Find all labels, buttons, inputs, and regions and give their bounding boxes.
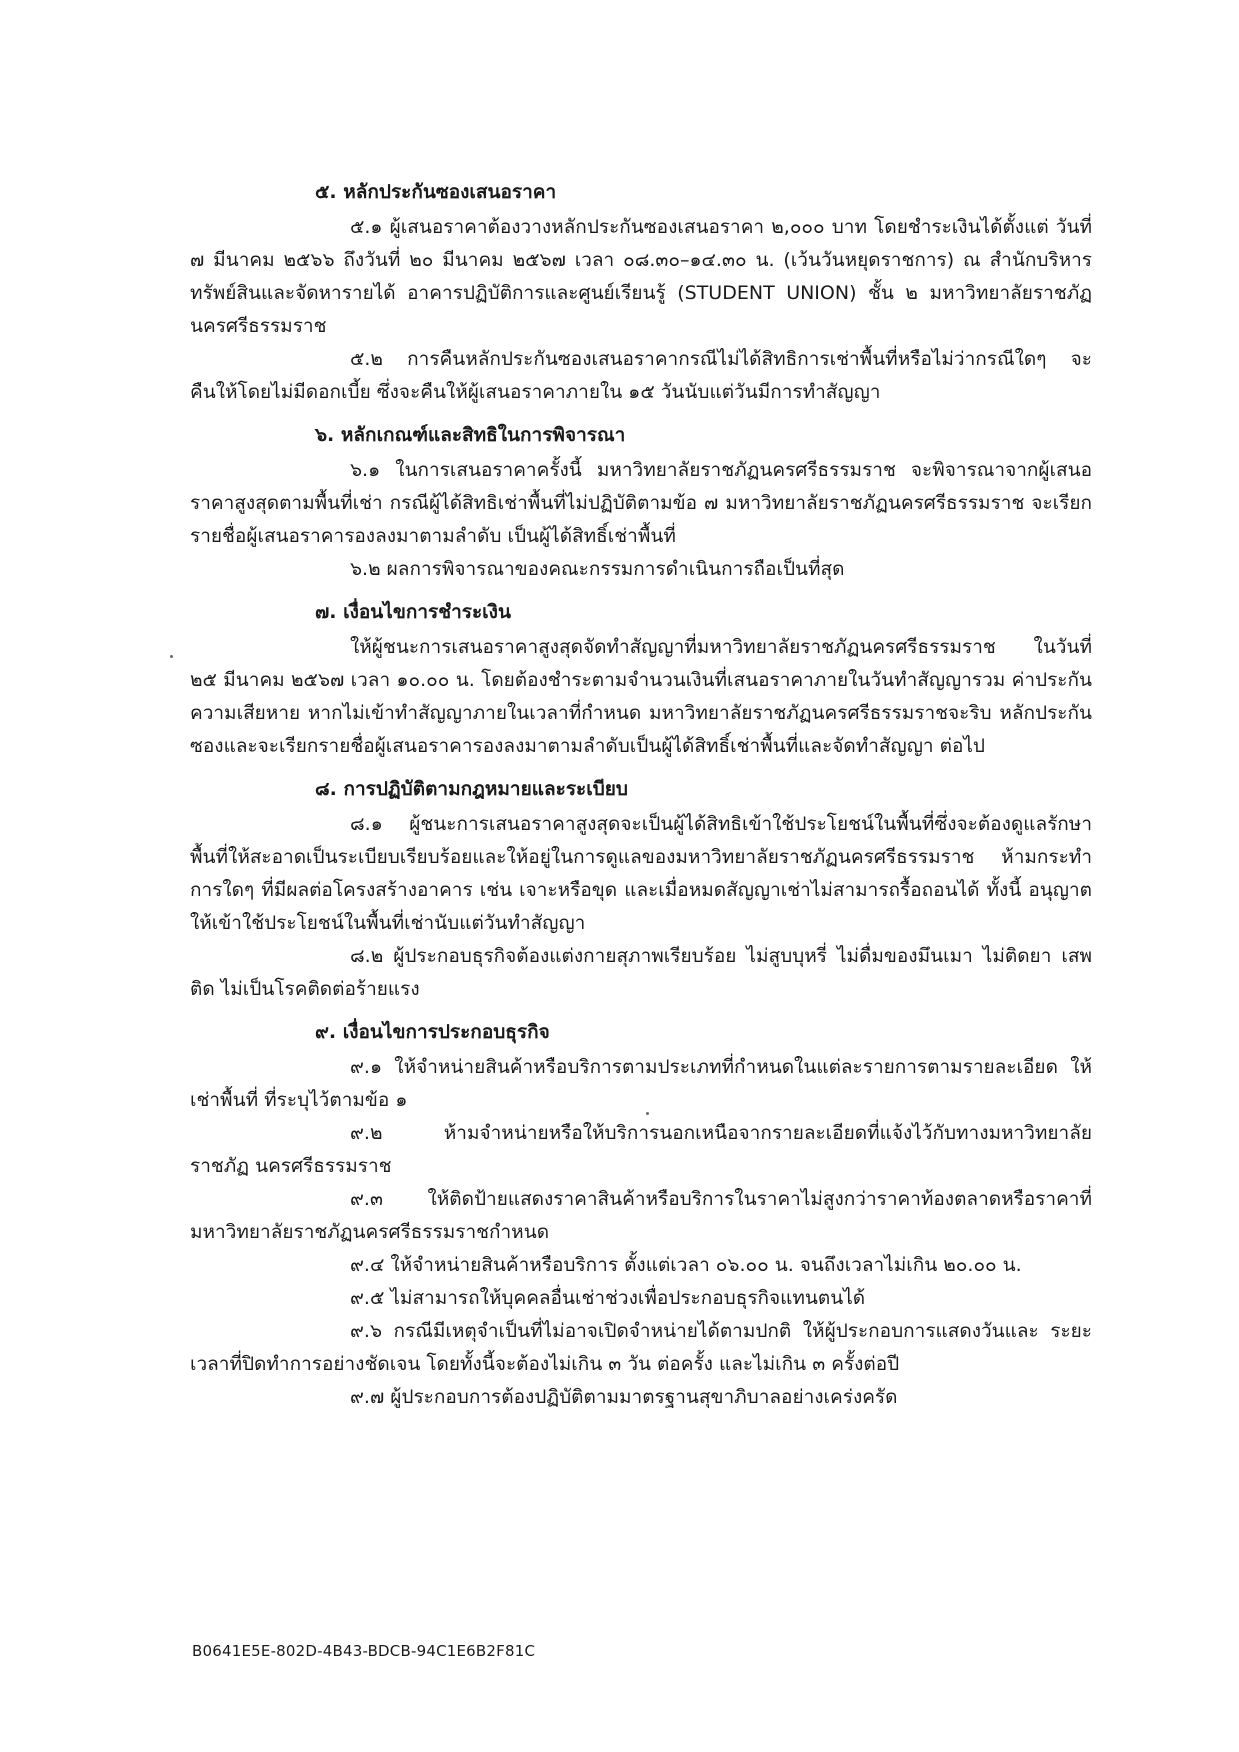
section-7-paragraph: ให้ผู้ชนะการเสนอราคาสูงสุดจัดทำสัญญาที่มหาวิทยาลัยราชภัฏนครศรีธรรมราช ในวันที่ ๒๕ มีนาคม ๒๕๖๗ เวลา ๑๐.๐๐ น. โดยต้องชำระตามจำนวนเงินที่เสนอราคาภายในวันทำสัญญารวม ค่าประกันความเสียหาย หากไม่เข้าทำสัญญาภายในเวลาที่กำหนด มหาวิทยาลัยราชภัฏนครศรีธรรมราชจะริบ หลักประกันซองและจะเรียกรายชื่อผู้เสนอราคารองลงมาตามลำดับเป็นผู้ได้สิทธิ์เช่าพื้นที่และจัดทำสัญญา ต่อไป: [190, 636, 1092, 757]
section-6-1-paragraph: ๖.๑ ในการเสนอราคาครั้งนี้ มหาวิทยาลัยราชภัฏนครศรีธรรมราช จะพิจารณาจากผู้เสนอ ราคาสูงสุดตามพื้นที่เช่า กรณีผู้ได้สิทธิเช่าพื้นที่ไม่ปฏิบัติตามข้อ ๗ มหาวิทยาลัยราชภัฏนครศรีธรรมราช จะเรียก รายชื่อผู้เสนอราคารองลงมาตามลำดับ เป็นผู้ได้สิทธิ์เช่าพื้นที่: [190, 459, 1092, 547]
section-9-3-paragraph: ๙.๓ ให้ติดป้ายแสดงราคาสินค้าหรือบริการในราคาไม่สูงกว่าราคาท้องตลาดหรือราคาที่ มหาวิทยาลัยราชภัฏนครศรีธรรมราชกำหนด: [190, 1188, 1092, 1243]
section-8-heading: ๘. การปฏิบัติตามกฎหมายและระเบียบ: [315, 778, 628, 800]
scan-speck: [646, 1112, 649, 1115]
section-8-2-paragraph: ๘.๒ ผู้ประกอบธุรกิจต้องแต่งกายสุภาพเรียบร้อย ไม่สูบบุหรี่ ไม่ดื่มของมึนเมา ไม่ติดยา เสพติด ไม่เป็นโรคติดต่อร้ายแรง: [190, 945, 1092, 1000]
section-5-heading: ๕. หลักประกันซองเสนอราคา: [315, 181, 557, 203]
document-body: [190, 176, 1092, 1414]
section-5-2-paragraph: ๕.๒ การคืนหลักประกันซองเสนอราคากรณีไม่ได้สิทธิการเช่าพื้นที่หรือไม่ว่ากรณีใดๆ จะคืนให้โดยไม่มีดอกเบี้ย ซึ่งจะคืนให้ผู้เสนอราคาภายใน ๑๕ วันนับแต่วันมีการทำสัญญา: [190, 348, 1092, 403]
section-9-heading: ๙. เงื่อนไขการประกอบธุรกิจ: [315, 1021, 550, 1043]
section-9-2-paragraph: ๙.๒ ห้ามจำหน่ายหรือให้บริการนอกเหนือจากรายละเอียดที่แจ้งไว้กับทางมหาวิทยาลัยราชภัฏ นครศรีธรรมราช: [190, 1122, 1092, 1177]
section-8-1-paragraph: ๘.๑ ผู้ชนะการเสนอราคาสูงสุดจะเป็นผู้ได้สิทธิเข้าใช้ประโยชน์ในพื้นที่ซึ่งจะต้องดูแลรักษา พื้นที่ให้สะอาดเป็นระเบียบเรียบร้อยและให้อยู่ในการดูแลของมหาวิทยาลัยราชภัฏนครศรีธรรมราช ห้ามกระทำการใดๆ ที่มีผลต่อโครงสร้างอาคาร เช่น เจาะหรือขุด และเมื่อหมดสัญญาเช่าไม่สามารถรื้อถอนได้ ทั้งนี้ อนุญาตให้เข้าใช้ประโยชน์ในพื้นที่เช่านับแต่วันทำสัญญา: [190, 813, 1092, 934]
section-9-4-paragraph: ๙.๔ ให้จำหน่ายสินค้าหรือบริการ ตั้งแต่เวลา ๐๖.๐๐ น. จนถึงเวลาไม่เกิน ๒๐.๐๐ น.: [350, 1254, 1022, 1276]
section-9-7-paragraph: ๙.๗ ผู้ประกอบการต้องปฏิบัติตามมาตรฐานสุขาภิบาลอย่างเคร่งครัด: [350, 1386, 898, 1408]
section-9-1-paragraph: ๙.๑ ให้จำหน่ายสินค้าหรือบริการตามประเภทที่กำหนดในแต่ละรายการตามรายละเอียด ให้เช่าพื้นที่ ที่ระบุไว้ตามข้อ ๑: [190, 1056, 1092, 1111]
section-9-5-paragraph: ๙.๕ ไม่สามารถให้บุคคลอื่นเช่าช่วงเพื่อประกอบธุรกิจแทนตนได้: [350, 1287, 866, 1309]
section-6-heading: ๖. หลักเกณฑ์และสิทธิในการพิจารณา: [315, 424, 626, 446]
section-9-6-paragraph: ๙.๖ กรณีมีเหตุจำเป็นที่ไม่อาจเปิดจำหน่ายได้ตามปกติ ให้ผู้ประกอบการแสดงวันและ ระยะเวลาที่ปิดทำการอย่างชัดเจน โดยทั้งนี้จะต้องไม่เกิน ๓ วัน ต่อครั้ง และไม่เกิน ๓ ครั้งต่อปี: [190, 1320, 1092, 1375]
scan-speck: [170, 655, 173, 658]
section-5-1-paragraph: ๕.๑ ผู้เสนอราคาต้องวางหลักประกันซองเสนอราคา ๒,๐๐๐ บาท โดยชำระเงินได้ตั้งแต่ วันที่ ๗ มีนาคม ๒๕๖๖ ถึงวันที่ ๒๐ มีนาคม ๒๕๖๗ เวลา ๐๘.๓๐–๑๔.๓๐ น. (เว้นวันหยุดราชการ) ณ สำนักบริหารทรัพย์สินและจัดหารายได้ อาคารปฏิบัติการและศูนย์เรียนรู้ (STUDENT UNION) ชั้น ๒ มหาวิทยาลัยราชภัฏนครศรีธรรมราช: [190, 216, 1092, 337]
document-id: B0641E5E-802D-4B43-BDCB-94C1E6B2F81C: [192, 1642, 536, 1660]
section-6-2-paragraph: ๖.๒ ผลการพิจารณาของคณะกรรมการดำเนินการถือเป็นที่สุด: [350, 558, 845, 580]
section-7-heading: ๗. เงื่อนไขการชำระเงิน: [315, 601, 511, 623]
